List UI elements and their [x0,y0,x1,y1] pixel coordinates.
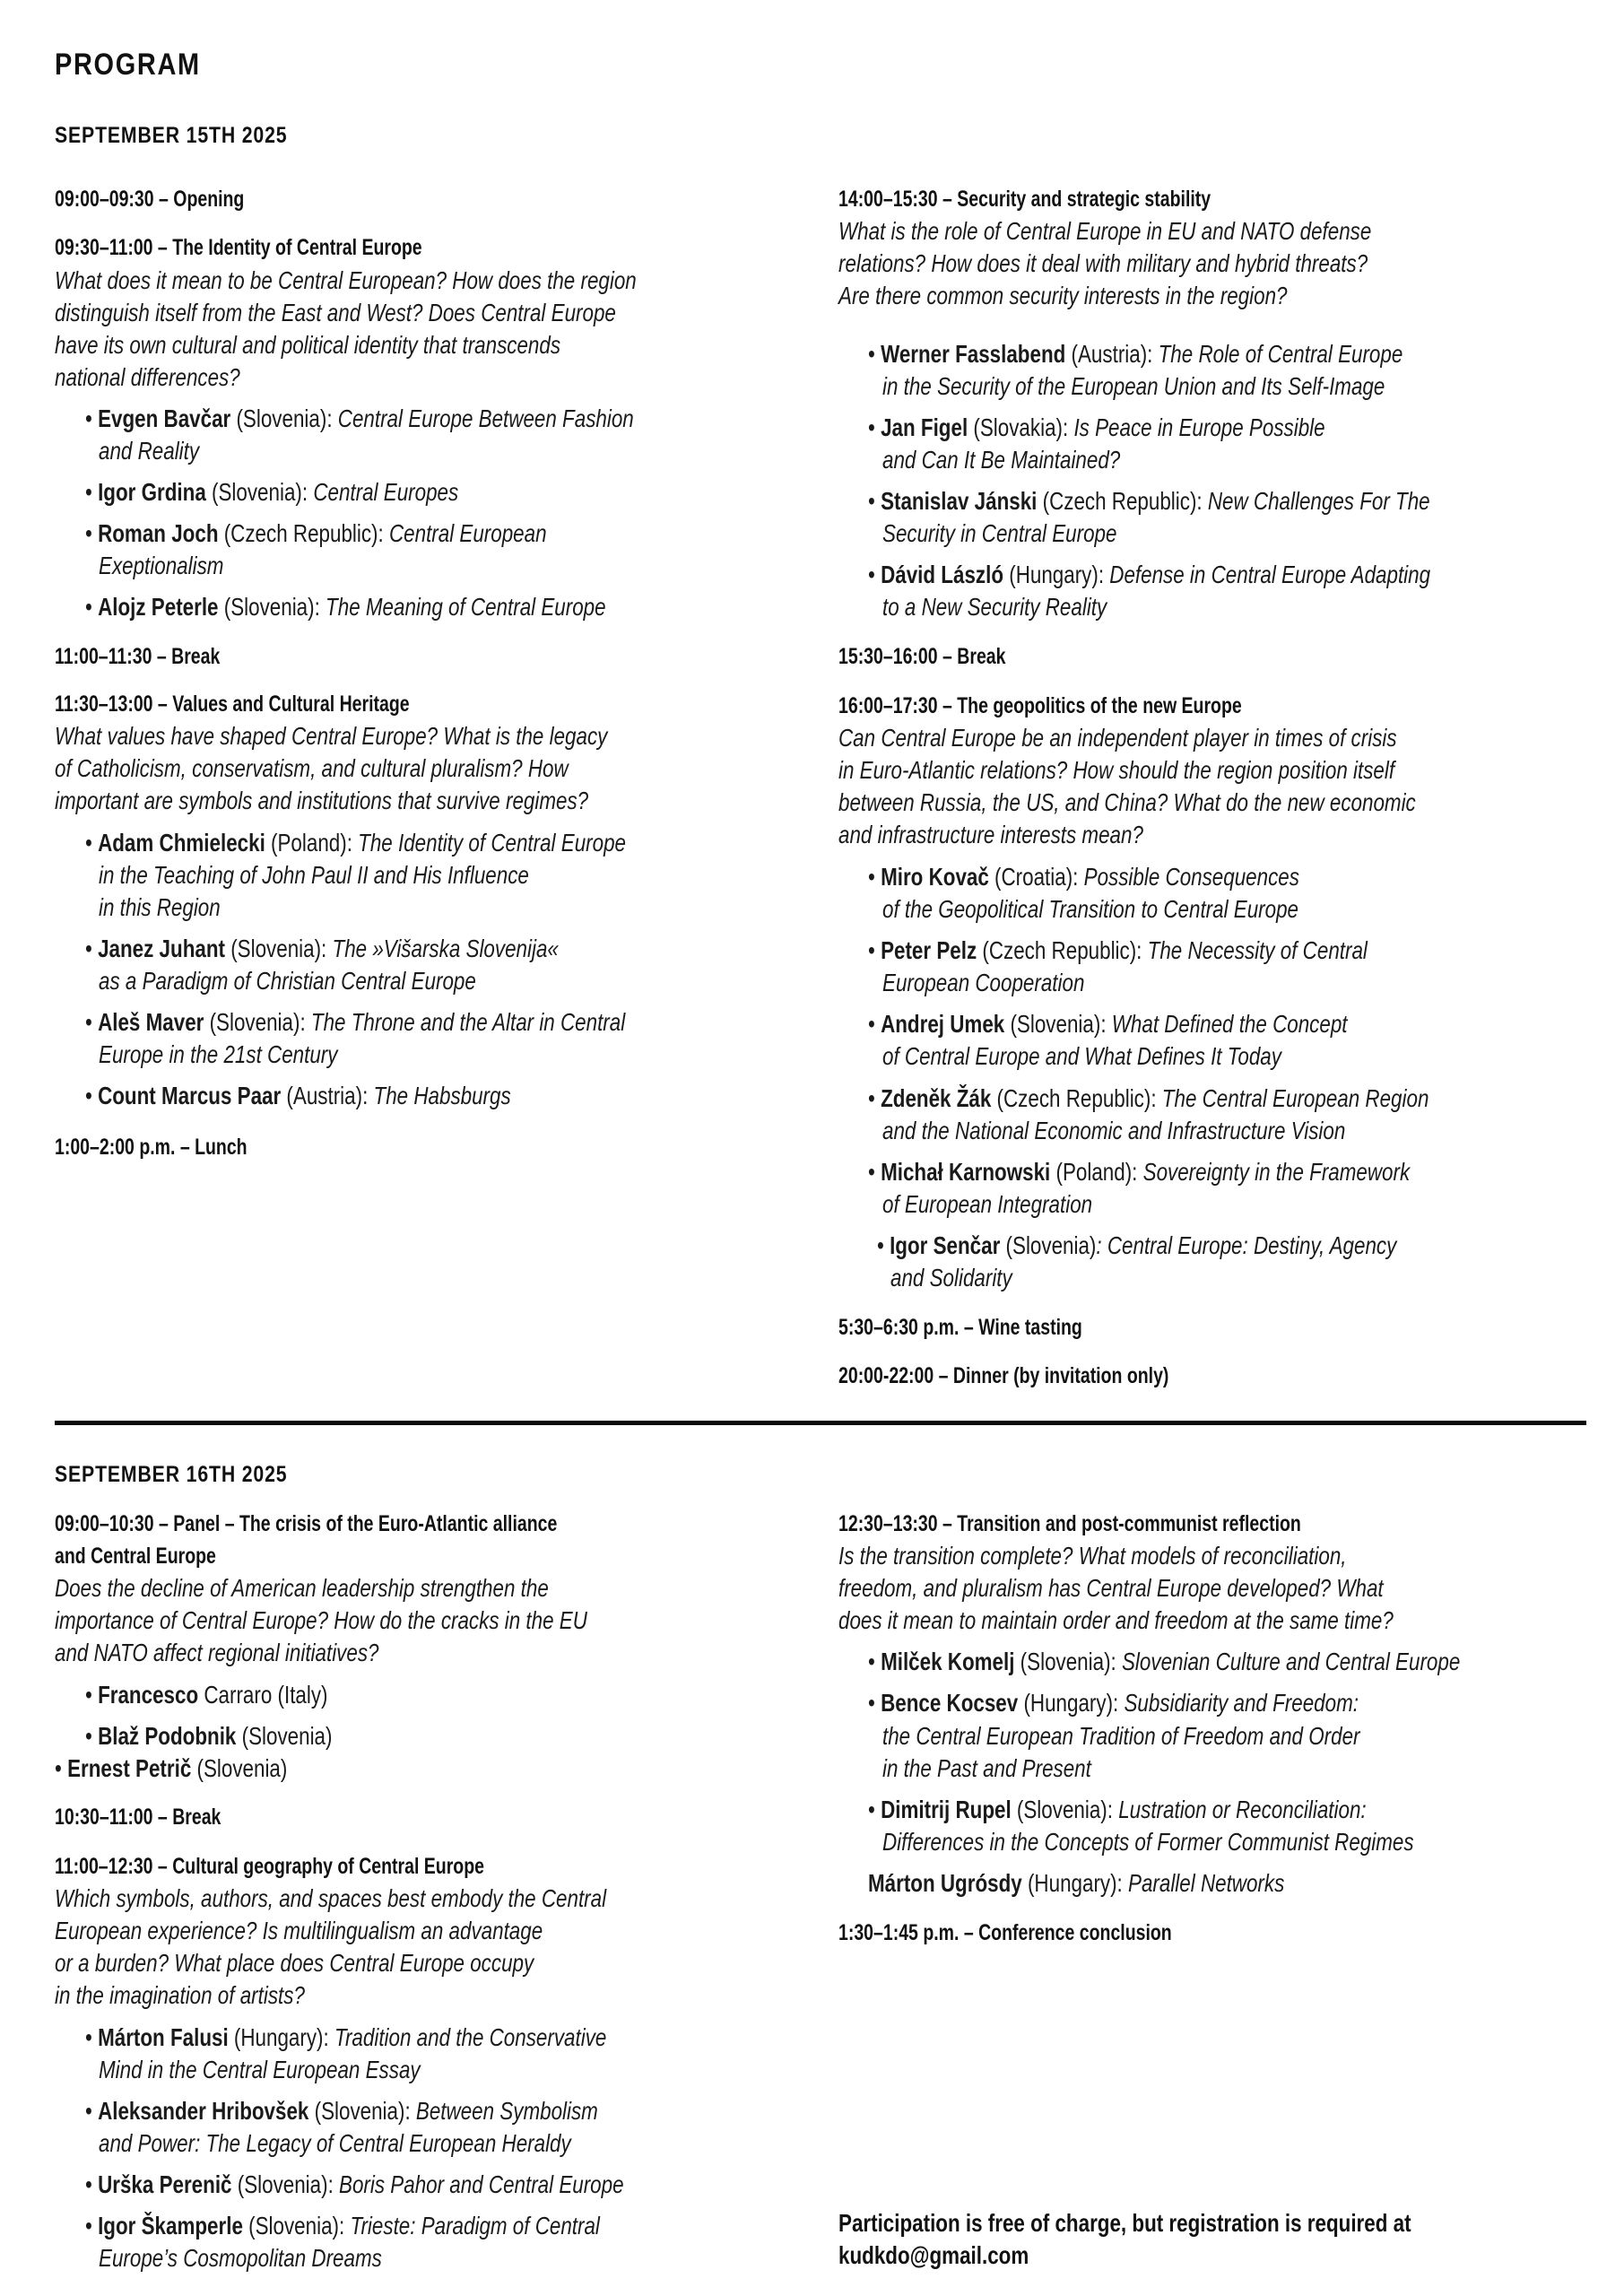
speaker-country: (Hungary): [1021,1869,1129,1897]
talk-title-cont: and Reality [99,437,200,465]
bullet-icon: • [85,2212,92,2239]
day-1-date: SEPTEMBER 15TH 2025 [55,123,288,148]
speaker-name: Peter Pelz [881,936,977,964]
speaker-name: Zdeněk Žák [881,1084,992,1112]
day-2-date: SEPTEMBER 16TH 2025 [55,1462,288,1487]
speaker-name: Igor Grdina [98,478,206,506]
bullet-icon: • [868,936,875,964]
speaker-country: (Slovenia): [1014,1648,1122,1675]
bullet-icon: • [85,2097,92,2125]
speaker-item [877,1230,1396,1262]
speaker-country: (Czech Republic): [977,936,1148,964]
speaker-country: (Slovenia) [236,1722,333,1750]
session-description: Are there common security interests in the region? [838,282,1288,309]
speaker-item [85,2095,598,2127]
talk-title-cont: and the National Economic and Infrastructure Vision [882,1117,1346,1144]
speaker-country: (Hungary): [228,2023,334,2051]
session-description: in Euro-Atlantic relations? How should the region position itself [838,756,1395,784]
speaker-country: (Slovenia) [191,1754,288,1782]
session-wine-tasting: 5:30–6:30 p.m. – Wine tasting [838,1315,1082,1340]
talk-title: Boris Pahor and Central Europe [339,2170,624,2198]
talk-title: The Necessity of Central [1147,936,1368,964]
session-heading: 11:30–13:00 – Values and Cultural Heritage [55,691,410,717]
bullet-icon: • [868,1158,875,1186]
speaker-name: Jan Figel [881,413,968,441]
speaker-name: Count Marcus Paar [98,1082,282,1109]
session-description: What values have shaped Central Europe? What is the legacy [55,722,608,750]
registration-email[interactable]: kudkdo@gmail.com [838,2241,1029,2269]
speaker-item [868,1794,1367,1826]
talk-title: The Role of Central Europe [1158,340,1403,368]
speaker-name: Dávid László [881,561,1004,588]
session-description: between Russia, the US, and China? What do the new economic [838,788,1416,816]
speaker-item [868,338,1403,370]
bullet-icon: • [868,1010,875,1038]
session-description: distinguish itself from the East and West? Does Central Europe [55,299,616,326]
speaker-name: Márton Ugrósdy [868,1869,1022,1897]
talk-title: Parallel Networks [1128,1869,1285,1897]
speaker-name: Andrej Umek [881,1010,1005,1038]
session-break: 15:30–16:00 – Break [838,644,1006,669]
bullet-icon: • [85,593,92,621]
session-break: 10:30–11:00 – Break [55,1805,221,1830]
speaker-item [868,935,1368,967]
session-description: in the imagination of artists? [55,1981,305,2009]
bullet-icon: • [85,404,92,432]
talk-title-cont: and Solidarity [890,1264,1012,1292]
speaker-country: (Slovenia): [231,2170,340,2198]
speaker-item [85,1679,328,1711]
talk-title: The Identity of Central Europe [358,829,626,857]
speaker-name: Blaž Podobnik [98,1722,237,1750]
speaker-name: Aleš Maver [98,1008,204,1036]
session-heading: 09:00–10:30 – Panel – The crisis of the Euro-Atlantic alliance [55,1511,558,1536]
session-description: or a burden? What place does Central Europe occupy [55,1949,534,1977]
speaker-country: (Slovenia): [308,2097,416,2125]
speaker-name: Alojz Peterle [98,593,219,621]
talk-title: Central Europes [313,478,459,506]
talk-title: The Habsburgs [373,1082,511,1109]
session-dinner: 20:00-22:00 – Dinner (by invitation only) [838,1363,1169,1388]
bullet-icon: • [85,829,92,857]
speaker-name: Francesco [98,1681,199,1709]
speaker-item [868,559,1430,591]
speaker-country: (Czech Republic): [1037,487,1208,515]
talk-title-cont: of European Integration [882,1190,1093,1218]
speaker-name: Igor Škamperle [98,2212,243,2239]
speaker-country: (Hungary): [1003,561,1110,588]
bullet-icon: • [868,561,875,588]
speaker-item [85,827,626,859]
session-opening: 09:00–09:30 – Opening [55,187,245,212]
bullet-icon: • [85,1722,92,1750]
speaker-country: (Slovenia): [230,404,338,432]
speaker-country: (Slovenia): [218,593,326,621]
talk-title-cont: of Central Europe and What Defines It Today [882,1042,1281,1070]
talk-title-cont: and Power: The Legacy of Central European Heraldy [99,2129,571,2157]
session-description: relations? How does it deal with military and hybrid threats? [838,249,1368,277]
speaker-country: (Slovenia) [1000,1231,1097,1259]
bullet-icon: • [85,1008,92,1036]
speaker-country: (Austria): [281,1082,374,1109]
bullet-icon: • [868,1648,875,1675]
talk-title: Lustration or Reconciliation: [1118,1796,1367,1823]
bullet-icon: • [868,1689,875,1717]
speaker-country: (Slovakia): [968,413,1074,441]
speaker-item [868,1646,1460,1678]
bullet-icon: • [868,1084,875,1112]
speaker-item [868,1083,1429,1115]
bullet-icon: • [868,487,875,515]
session-description: Does the decline of American leadership strengthen the [55,1574,549,1602]
talk-title: The Meaning of Central Europe [326,593,606,621]
bullet-icon: • [85,935,92,962]
speaker-item [85,2169,624,2201]
speaker-item [85,2022,606,2054]
talk-title: New Challenges For The [1207,487,1430,515]
talk-title-cont: Europe’s Cosmopolitan Dreams [99,2244,382,2272]
speaker-country: (Slovenia): [224,935,333,962]
speaker-country: (Slovenia): [204,1008,311,1036]
session-description: and infrastructure interests mean? [838,821,1143,848]
speaker-country: (Czech Republic): [991,1084,1162,1112]
talk-title: Central European [388,519,547,547]
speaker-country: (Czech Republic): [218,519,389,547]
talk-title: The »Višarska Slovenija« [332,935,559,962]
talk-title-cont: Security in Central Europe [882,519,1117,547]
talk-title-cont: as a Paradigm of Christian Central Europe [99,967,476,995]
talk-title: Between Symbolism [415,2097,598,2125]
talk-title: Slovenian Culture and Central Europe [1121,1648,1461,1675]
session-conclusion: 1:30–1:45 p.m. – Conference conclusion [838,1920,1172,1945]
speaker-name: Evgen Bavčar [98,404,231,432]
talk-title: : Central Europe: Destiny, Agency [1096,1231,1397,1259]
session-lunch: 1:00–2:00 p.m. – Lunch [55,1135,248,1160]
talk-title: The Central European Region [1161,1084,1429,1112]
bullet-icon: • [85,1082,92,1109]
speaker-country: (Slovenia): [1011,1796,1119,1823]
speaker-item [85,933,559,965]
speaker-name: Ernest Petrič [67,1754,192,1782]
speaker-country: Carraro (Italy) [198,1681,328,1709]
session-description: What is the role of Central Europe in EU and NATO defense [838,217,1372,245]
session-description: and NATO affect regional initiatives? [55,1639,379,1666]
speaker-country: (Croatia): [988,863,1084,891]
session-description: of Catholicism, conservatism, and cultural pluralism? How [55,754,569,782]
bullet-icon: • [85,519,92,547]
talk-title-cont: Exeptionalism [99,552,224,579]
speaker-name: Janez Juhant [98,935,225,962]
speaker-item [85,1720,332,1752]
speaker-name: Roman Joch [98,519,219,547]
speaker-country: (Slovenia): [242,2212,351,2239]
speaker-item [55,1752,287,1785]
speaker-name: Miro Kovač [881,863,989,891]
bullet-icon: • [868,413,875,441]
session-break: 11:00–11:30 – Break [55,644,221,669]
talk-title: Is Peace in Europe Possible [1073,413,1325,441]
speaker-name: Bence Kocsev [881,1689,1019,1717]
registration-note: Participation is free of charge, but registration is required at [838,2209,1411,2237]
talk-title-cont: Mind in the Central European Essay [99,2056,421,2083]
talk-title-cont: Differences in the Concepts of Former Communist Regimes [882,1828,1414,1856]
talk-title-cont: in the Security of the European Union and Its Self-Image [882,372,1385,400]
session-description: does it mean to maintain order and freedom at the same time? [838,1606,1394,1634]
session-heading: 16:00–17:30 – The geopolitics of the new Europe [838,693,1242,718]
speaker-item [85,476,458,509]
session-description: national differences? [55,363,240,391]
speaker-country: (Slovenia): [1004,1010,1112,1038]
bullet-icon: • [85,2170,92,2198]
speaker-country: (Austria): [1065,340,1159,368]
session-heading: 12:30–13:30 – Transition and post-communist reflection [838,1511,1301,1536]
talk-title: Subsidiarity and Freedom: [1124,1689,1359,1717]
speaker-name: Dimitrij Rupel [881,1796,1012,1823]
speaker-item [868,412,1325,444]
talk-title: Sovereignty in the Framework [1142,1158,1411,1186]
bullet-icon: • [877,1231,884,1259]
speaker-item [868,1687,1359,1719]
speaker-item [85,2210,600,2242]
session-description: Which symbols, authors, and spaces best embody the Central [55,1884,607,1912]
talk-title: Trieste: Paradigm of Central [350,2212,600,2239]
session-description: European experience? Is multilingualism an advantage [55,1917,543,1944]
talk-title-cont: Europe in the 21st Century [99,1040,338,1068]
bullet-icon: • [55,1754,62,1782]
speaker-name: Aleksander Hribovšek [98,2097,309,2125]
speaker-name: Werner Fasslabend [881,340,1066,368]
speaker-item [868,1156,1410,1188]
speaker-name: Milček Komelj [881,1648,1015,1675]
session-heading: 14:00–15:30 – Security and strategic stability [838,187,1211,212]
speaker-item [85,1006,625,1039]
session-description: Is the transition complete? What models of reconciliation, [838,1542,1347,1570]
speaker-item [868,485,1430,517]
bullet-icon: • [868,863,875,891]
speaker-item [85,1080,511,1112]
talk-title: Central Europe Between Fashion [337,404,634,432]
speaker-name: Stanislav Jánski [881,487,1038,515]
speaker-country: (Poland): [265,829,359,857]
speaker-name: Igor Senčar [890,1231,1001,1259]
session-description: have its own cultural and political identity that transcends [55,331,561,359]
talk-title-cont: in this Region [99,893,221,921]
session-description: What does it mean to be Central European? How does the region [55,266,637,294]
bullet-icon: • [85,478,92,506]
speaker-item [868,861,1299,893]
talk-title: Possible Consequences [1083,863,1299,891]
page-title: PROGRAM [55,48,201,82]
speaker-name: Adam Chmielecki [98,829,265,857]
speaker-item [85,591,606,623]
talk-title: The Throne and the Altar in Central [310,1008,626,1036]
speaker-item [868,1008,1348,1040]
talk-title-cont: in the Teaching of John Paul II and His Influence [99,861,529,889]
speaker-name: Michał Karnowski [881,1158,1051,1186]
bullet-icon: • [868,340,875,368]
speaker-item [85,517,547,550]
speaker-country: (Slovenia): [205,478,314,506]
session-description: freedom, and pluralism has Central Europe developed? What [838,1574,1384,1602]
bullet-icon: • [85,2023,92,2051]
session-heading: 11:00–12:30 – Cultural geography of Central Europe [55,1854,484,1879]
session-description: important are symbols and institutions that survive regimes? [55,787,589,814]
speaker-country: (Poland): [1050,1158,1143,1186]
session-description: importance of Central Europe? How do the cracks in the EU [55,1606,587,1634]
talk-title: What Defined the Concept [1111,1010,1348,1038]
talk-title: Defense in Central Europe Adapting [1109,561,1431,588]
session-description: Can Central Europe be an independent player in times of crisis [838,724,1397,752]
bullet-icon: • [868,1796,875,1823]
talk-title-cont: to a New Security Reality [882,593,1107,621]
speaker-name: Urška Perenič [98,2170,232,2198]
day-divider [55,1421,1586,1425]
talk-title-cont: and Can It Be Maintained? [882,446,1121,474]
bullet-icon: • [85,1681,92,1709]
talk-title-cont: the Central European Tradition of Freedom and Order [882,1722,1360,1750]
speaker-item [85,403,634,435]
session-heading: 09:30–11:00 – The Identity of Central Europe [55,235,422,260]
session-heading-cont: and Central Europe [55,1544,216,1569]
talk-title-cont: European Cooperation [882,969,1085,996]
speaker-item [868,1867,1284,1900]
speaker-name: Márton Falusi [98,2023,229,2051]
talk-title-cont: in the Past and Present [882,1754,1091,1782]
talk-title-cont: of the Geopolitical Transition to Central Europe [882,895,1299,923]
talk-title: Tradition and the Conservative [334,2023,607,2051]
speaker-country: (Hungary): [1018,1689,1125,1717]
